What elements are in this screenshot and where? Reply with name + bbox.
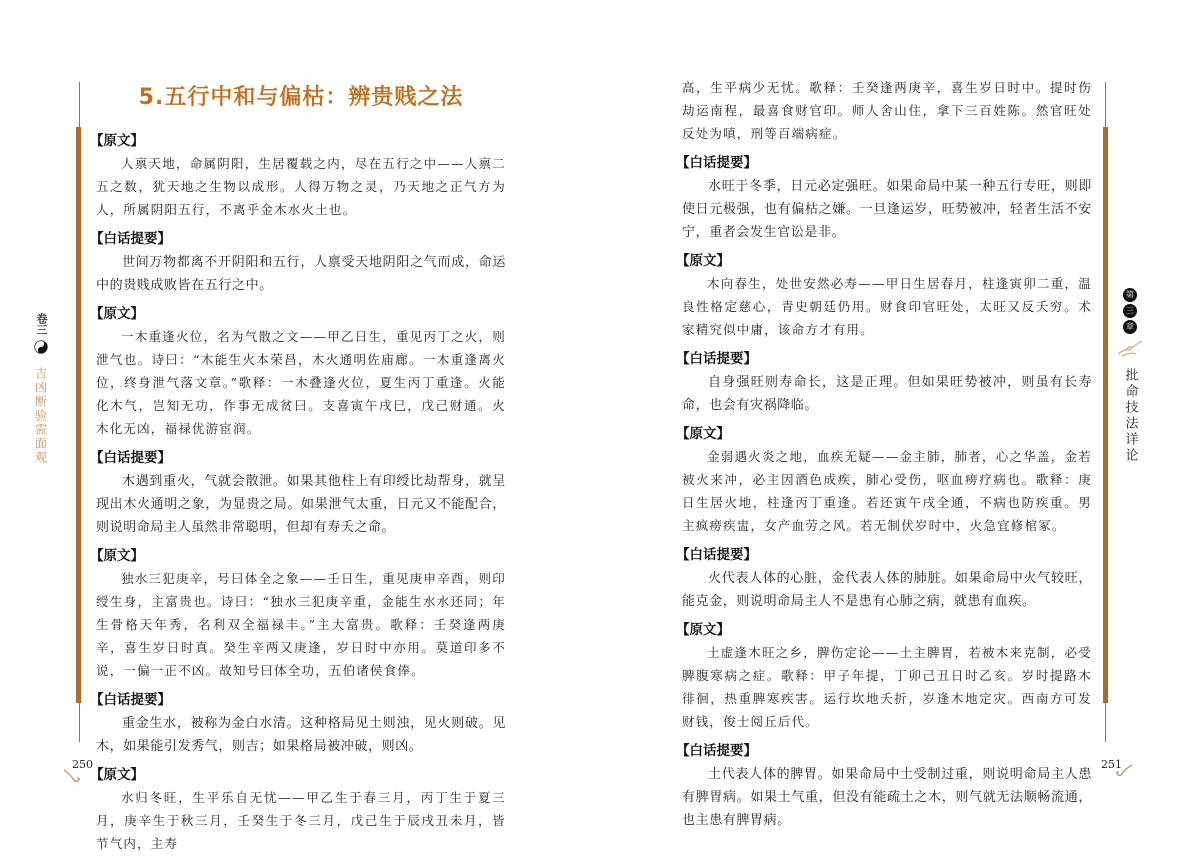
original-text-paragraph: 木向春生，处世安然必寿——甲日生居春月，柱逢寅卯二重，温良性格定慈心，青史朝廷仍用。财食印官旺处，太旺又反夭穷。术家精究似中庸，该命方才有用。 [682,276,1092,337]
right-page [600,0,1200,847]
summary-paragraph: 火代表人体的心脏，金代表人体的肺脏。如果命局中火气较旺，能克金，则说明命局主人不是患有心肺之病，就患有血疾。 [682,570,1092,608]
original-text-heading: 【原文】 [676,253,730,269]
summary-paragraph: 木遇到重火，气就会散泄。如果其他柱上有印绶比劫帮身，就呈现出木火通明之象，为显贵之局。如果泄气太重，日元又不能配合，则说明命局主人虽然非常聪明，但却有寿夭之命。 [96,473,506,534]
summary-heading: 【白话提要】 [90,450,171,466]
original-text-heading: 【原文】 [676,426,730,442]
chapter-title: 5.五行中和与偏枯：辨贵贱之法 [138,85,464,110]
summary-heading: 【白话提要】 [676,351,757,367]
right-side-label [1115,288,1145,464]
original-text-paragraph: 土虚逢木旺之乡，脾伤定论——土主脾胃，若被木来克制，必受脾腹寒病之症。歌释：甲子年提，丁卯己丑日时乙亥。岁时提路木徘徊，热重脾寒疾害。运行坎地夭折，岁逢木地定灾。西南方可发财钱，俊士阅丘后代。 [682,645,1092,729]
original-text-heading: 【原文】 [90,548,144,564]
original-text-paragraph: 高，生平病少无忧。歌释：壬癸逢两庚辛，喜生岁日时中。提时伤劫运南程，最喜食财官印。师人舍山住，拿下三百姓陈。然官旺处反处为嗔，刑等百端病症。 [682,80,1092,141]
original-text-paragraph: 一木重逢火位，名为气散之文——甲乙日生，重见丙丁之火，则泄气也。诗曰：“木能生火本荣昌，木火通明佐庙廊。一木重逢离火位，终身泄气落文章。”歌释：一木叠逢火位，夏生丙丁重逢。火能化木气，岂知无功，作事无成贫曰。支喜寅午戌巳，戊己财通。火木化无凶，福禄优游宦润。 [96,329,506,436]
section-label: 吉凶断验需面观 [33,367,48,465]
chapter-badges [1115,288,1145,334]
original-text-heading: 【原文】 [676,622,730,638]
chapter-badge: 三 [1123,304,1137,318]
summary-paragraph: 水旺于冬季，日元必定强旺。如果命局中某一种五行专旺，则即使日元极强，也有偏枯之嫌。一旦逢运岁，旺势被冲，轻者生活不安宁，重者会发生官讼是非。 [682,178,1092,239]
page-rail-accent [76,127,81,703]
summary-paragraph: 重金生水，被称为金白水清。这种格局见土则浊，见火则破。见木，如果能引发秀气，则吉；如果格局被冲破，则凶。 [96,715,506,753]
page-number: 250 [72,758,93,771]
page-rail-accent [1103,127,1108,703]
summary-heading: 【白话提要】 [676,743,757,759]
page-curl-ornament-icon [1112,762,1134,778]
chapter-badge: 章 [1123,320,1137,334]
volume-label: 卷三 [35,313,48,335]
yin-yang-icon [34,340,48,354]
original-text-heading: 【原文】 [90,133,144,149]
left-page [0,0,600,851]
section-label: 批命技法详论 [1122,368,1138,464]
original-text-paragraph: 水归冬旺，生平乐自无忧——甲乙生于春三月，丙丁生于夏三月，庚辛生于秋三月，壬癸生于冬三月，戊己生于辰戌丑未月，皆节气内，主寿 [96,790,506,851]
summary-heading: 【白话提要】 [90,231,171,247]
original-text-heading: 【原文】 [90,306,144,322]
left-side-label [30,313,52,465]
chapter-badge: 第 [1123,288,1137,302]
summary-heading: 【白话提要】 [676,155,757,171]
summary-paragraph: 自身强旺则寿命长，这是正理。但如果旺势被冲，则虽有长寿命，也会有灾祸降临。 [682,374,1092,412]
original-text-paragraph: 独水三犯庚辛，号曰体全之象——壬日生，重见庚申辛酉，则印绶生身，主富贵也。诗曰：“独水三犯庚辛重，金能生水水还同；年生骨格天年秀，名利双全福禄丰。”主大富贵。歌释：壬癸逢两庚辛，喜生岁日时真。癸生辛两又庚逢，岁日时中亦用。莫道印多不说，一偏一正不凶。故知号曰体全功，五伯诸侯食俸。 [96,571,506,678]
summary-heading: 【白话提要】 [90,692,171,708]
summary-heading: 【白话提要】 [676,547,757,563]
page-number: 251 [1101,758,1122,771]
original-text-heading: 【原文】 [90,767,144,783]
summary-paragraph: 世间万物都离不开阴阳和五行，人禀受天地阴阳之气而成，命运中的贵贱成败皆在五行之中。 [96,254,506,292]
original-text-paragraph: 人禀天地，命属阴阳，生居覆载之内，尽在五行之中——人禀二五之数，犹天地之生物以成形。人得万物之灵，乃天地之正气方为人，所属阴阳五行，不离乎金木水火土也。 [96,156,506,217]
original-text-paragraph: 金弱遇火炎之地，血疾无疑——金主肺，肺者，心之华盖，金若被火来冲，必主因酒色成疾，肺心受伤，呕血痨疗病也。歌释：庚日生居火地，柱逢丙丁重逢。若还寅午戌全通，不病也防疾重。男主疯痨疾盅，女产血劳之风。若无制伏岁时中，火急宜修棺冢。 [682,449,1092,533]
right-page-content [676,76,1092,835]
flourish-ornament-icon [1116,338,1144,360]
summary-paragraph: 土代表人体的脾胃。如果命局中土受制过重，则说明命局主人患有脾胃病。如果土气重，但没有能疏土之木，则气就无法顺畅流通，也主患有脾胃病。 [682,766,1092,827]
left-page-content [90,76,506,859]
